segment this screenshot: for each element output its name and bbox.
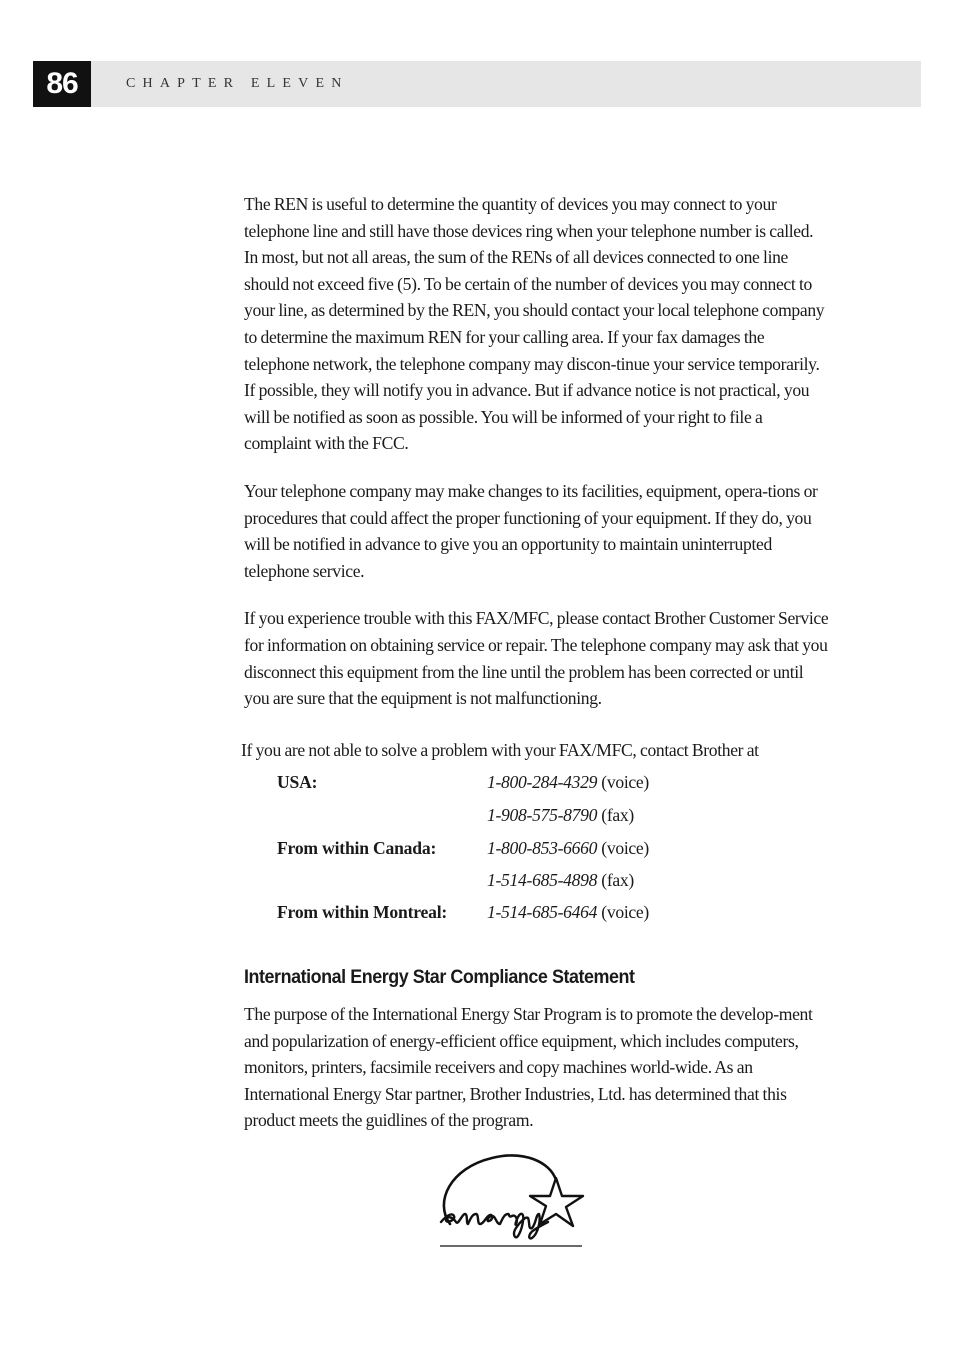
paragraph-energy-star: The purpose of the International Energy Star Program is to promote the develop-ment and popularization of energy-efficient office equipment, which includes computers, monitors, printers, facsimile receivers and copy machines world-wide. As an International Energy Star partner, Brother Industries, Ltd. has determined that this product meets the guidlines of the program. [244, 1004, 813, 1131]
page-number: 86 [33, 61, 91, 107]
contact-value [487, 801, 634, 829]
section-heading-energy-star: International Energy Star Compliance Statement [244, 966, 635, 988]
phone-number: 1-908-575-8790 [487, 805, 598, 825]
contact-value [487, 834, 649, 862]
contact-intro: If you are not able to solve a problem with your FAX/MFC, contact Brother at [241, 740, 759, 760]
contact-value [487, 898, 649, 926]
contact-row-montreal-voice [277, 898, 797, 931]
energy-star-logo [432, 1150, 592, 1250]
contact-label: From within Montreal: [277, 902, 448, 922]
contact-value [487, 768, 649, 796]
contact-row-canada-fax [277, 866, 797, 898]
chapter-title: CHAPTER ELEVEN [126, 76, 349, 91]
contact-row-canada-voice [277, 834, 797, 866]
phone-number: 1-800-284-4329 [487, 772, 598, 792]
phone-type: (voice) [601, 902, 649, 922]
contact-table [277, 768, 797, 931]
contact-label: USA: [277, 772, 318, 792]
paragraph-trouble-contact: If you experience trouble with this FAX/MFC, please contact Brother Customer Service for information on obtaining service or repair. The telephone company may ask that you disconnect this equipment from the line until the problem has been corrected or until you are sure that the equipment is not malfunctioning. [244, 608, 829, 709]
phone-type: (fax) [601, 805, 634, 825]
phone-number: 1-514-685-4898 [487, 870, 598, 890]
phone-number: 1-514-685-6464 [487, 902, 598, 922]
body-text [244, 191, 829, 733]
contact-label: From within Canada: [277, 838, 437, 858]
phone-number: 1-800-853-6660 [487, 838, 598, 858]
phone-type: (voice) [601, 838, 649, 858]
contact-row-usa-voice [277, 768, 797, 801]
paragraph-telephone-company-changes: Your telephone company may make changes to its facilities, equipment, opera-tions or procedures that could affect the proper functioning of your equipment. If they do, you will be notified in advance to give you an opportunity to maintain uninterrupted telephone service. [244, 480, 818, 581]
contact-value [487, 866, 634, 894]
phone-type: (voice) [601, 772, 649, 792]
paragraph-ren: The REN is useful to determine the quantity of devices you may connect to your telephone line and still have those devices ring when your telephone number is called. In most, but not all areas, the sum of the RENs of all devices connected to one line should not exceed five (5). To be certain of the number of devices you may connect to your line, as determined by the REN, you should contact your local telephone company to determine the maximum REN for your calling area. If your fax damages the telephone network, the telephone company may discon-tinue your service temporarily. If possible, they will notify you in advance. But if advance notice is not practical, you will be notified as soon as possible. You will be informed of your right to file a complaint with the FCC. [244, 194, 825, 454]
contact-row-usa-fax [277, 801, 797, 834]
phone-type: (fax) [601, 870, 634, 890]
